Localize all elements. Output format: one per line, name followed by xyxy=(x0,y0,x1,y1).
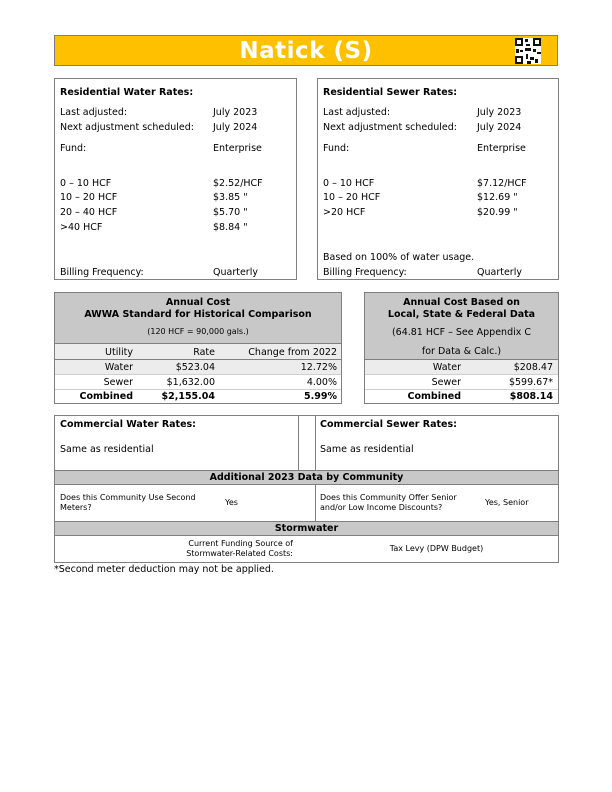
res-water-tier-rate: $5.70 " xyxy=(213,207,248,218)
res-water-fund-label: Fund: xyxy=(60,143,87,154)
awwa-combined-rate: $2,155.04 xyxy=(161,391,215,402)
footnote: *Second meter deduction may not be applied. xyxy=(54,564,274,575)
awwa-row-rate: $523.04 xyxy=(175,362,215,373)
res-water-tier-range: 20 – 40 HCF xyxy=(60,207,118,218)
local-row-rate: $599.67* xyxy=(508,377,553,388)
commercial-block xyxy=(54,415,559,563)
stormwater-heading: Stormwater xyxy=(274,523,339,534)
res-water-billing-label: Billing Frequency: xyxy=(60,267,144,278)
res-sewer-tier-range: 0 – 10 HCF xyxy=(323,178,375,189)
local-title-2: Local, State & Federal Data xyxy=(387,309,536,320)
local-subtitle-2: for Data & Calc.) xyxy=(421,346,502,357)
awwa-title-1: Annual Cost xyxy=(165,297,231,308)
awwa-combined-change: 5.99% xyxy=(304,391,337,402)
awwa-row-utility: Water xyxy=(104,362,133,373)
commercial-sewer-value: Same as residential xyxy=(320,444,414,455)
awwa-row-change: 12.72% xyxy=(300,362,337,373)
awwa-cost-table xyxy=(54,292,342,404)
local-subtitle-1: (64.81 HCF – See Appendix C xyxy=(391,327,532,338)
res-sewer-fund-label: Fund: xyxy=(323,143,350,154)
res-sewer-next-adj-label: Next adjustment scheduled: xyxy=(323,122,458,133)
res-water-tier-rate: $8.84 " xyxy=(213,222,248,233)
res-sewer-tier-rate: $20.99 " xyxy=(477,207,518,218)
local-title-1: Annual Cost Based on xyxy=(403,297,520,308)
res-water-tier-range: 10 – 20 HCF xyxy=(60,192,118,203)
discounts-answer: Yes, Senior xyxy=(485,498,529,507)
local-cost-table xyxy=(364,292,559,404)
res-water-last-adjusted-label: Last adjusted: xyxy=(60,107,128,118)
stormwater-label: Current Funding Source of Stormwater-Related Costs: xyxy=(186,539,293,558)
res-water-tier-range: 0 – 10 HCF xyxy=(60,178,112,189)
local-row-utility: Water xyxy=(432,362,461,373)
res-sewer-next-adj: July 2024 xyxy=(477,122,522,133)
second-meters-question: Does this Community Use Second Meters? xyxy=(60,493,196,512)
res-water-billing: Quarterly xyxy=(213,267,258,278)
res-water-heading: Residential Water Rates: xyxy=(60,87,194,98)
res-sewer-billing: Quarterly xyxy=(477,267,522,278)
res-water-last-adjusted: July 2023 xyxy=(213,107,258,118)
stormwater-value: Tax Levy (DPW Budget) xyxy=(389,544,484,553)
residential-sewer-box xyxy=(317,78,559,280)
res-sewer-last-adjusted: July 2023 xyxy=(477,107,522,118)
additional-heading: Additional 2023 Data by Community xyxy=(209,472,404,483)
page-title: Natick (S) xyxy=(239,38,373,64)
res-sewer-tier-range: 10 – 20 HCF xyxy=(323,192,381,203)
awwa-row-change: 4.00% xyxy=(306,377,337,388)
awwa-combined-label: Combined xyxy=(79,391,133,402)
awwa-subtitle: (120 HCF = 90,000 gals.) xyxy=(147,327,249,336)
local-combined-rate: $808.14 xyxy=(509,391,553,402)
awwa-title-2: AWWA Standard for Historical Comparison xyxy=(84,309,312,320)
res-sewer-billing-label: Billing Frequency: xyxy=(323,267,407,278)
res-water-tier-rate: $3.85 " xyxy=(213,192,248,203)
res-water-next-adj-label: Next adjustment scheduled: xyxy=(60,122,195,133)
local-row-rate: $208.47 xyxy=(513,362,553,373)
awwa-col-utility: Utility xyxy=(105,347,133,358)
res-water-tier-range: >40 HCF xyxy=(60,222,103,233)
res-water-next-adj: July 2024 xyxy=(213,122,258,133)
awwa-col-rate: Rate xyxy=(193,347,215,358)
res-sewer-heading: Residential Sewer Rates: xyxy=(323,87,458,98)
awwa-row-rate: $1,632.00 xyxy=(166,377,215,388)
res-sewer-tier-rate: $12.69 " xyxy=(477,192,518,203)
commercial-sewer-heading: Commercial Sewer Rates: xyxy=(320,419,457,430)
second-meters-answer: Yes xyxy=(225,498,238,507)
res-water-fund: Enterprise xyxy=(213,143,262,154)
res-water-tier-rate: $2.52/HCF xyxy=(213,178,263,189)
res-sewer-fund: Enterprise xyxy=(477,143,526,154)
res-sewer-last-adjusted-label: Last adjusted: xyxy=(323,107,391,118)
res-sewer-note: Based on 100% of water usage. xyxy=(323,252,475,263)
res-sewer-tier-range: >20 HCF xyxy=(323,207,366,218)
discounts-question: Does this Community Offer Senior and/or Low Income Discounts? xyxy=(320,493,457,512)
qr-code-icon xyxy=(515,38,541,64)
commercial-water-value: Same as residential xyxy=(60,444,154,455)
local-combined-label: Combined xyxy=(407,391,461,402)
awwa-row-utility: Sewer xyxy=(103,377,133,388)
awwa-col-change: Change from 2022 xyxy=(248,347,337,358)
commercial-water-heading: Commercial Water Rates: xyxy=(60,419,196,430)
residential-water-box xyxy=(54,78,297,280)
local-row-utility: Sewer xyxy=(431,377,461,388)
title-bar xyxy=(54,35,558,66)
res-sewer-tier-rate: $7.12/HCF xyxy=(477,178,527,189)
